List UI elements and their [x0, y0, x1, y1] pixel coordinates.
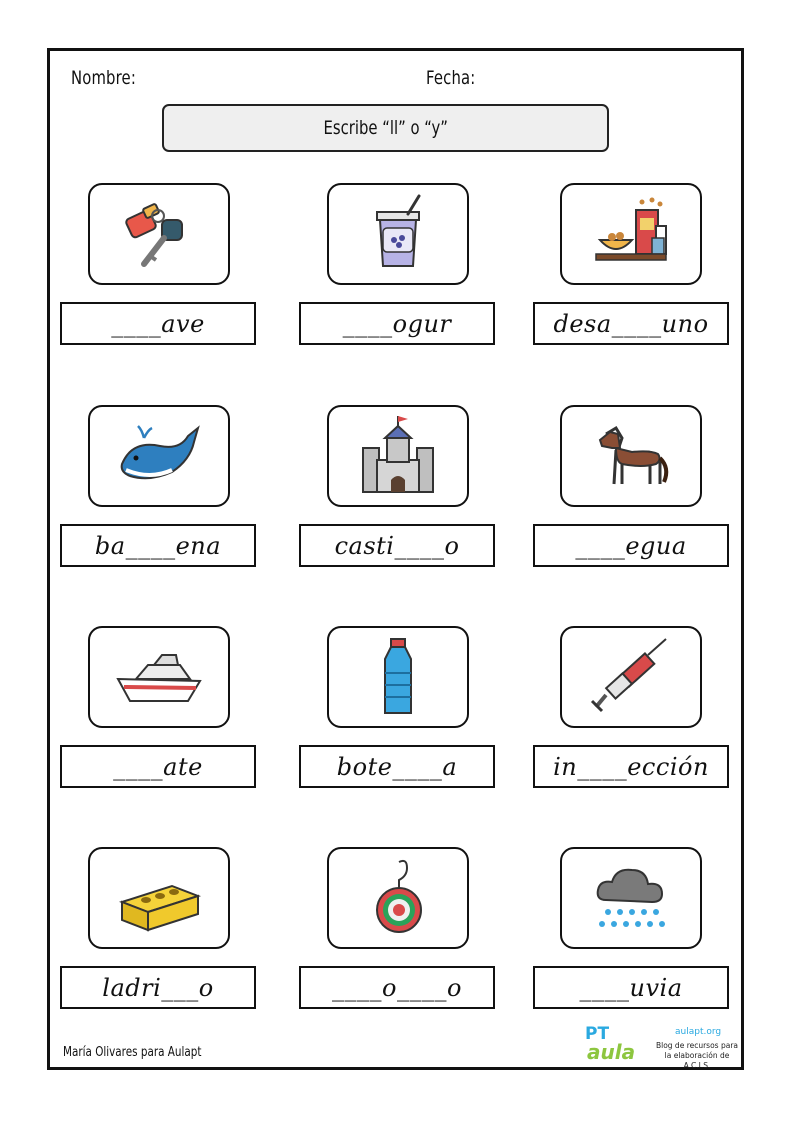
picture-card	[88, 405, 230, 507]
picture-card	[327, 626, 469, 728]
word-text: bote____a	[336, 752, 458, 781]
picture-card	[88, 626, 230, 728]
word-blank-box[interactable]	[533, 302, 729, 345]
word-text: ____ate	[113, 752, 203, 781]
word-text: desa____uno	[553, 309, 709, 338]
word-blank-box[interactable]	[60, 745, 256, 788]
word-text: casti____o	[334, 531, 460, 560]
brick-icon	[114, 856, 204, 940]
word-text: in____ección	[553, 752, 709, 781]
picture-card	[560, 847, 702, 949]
word-blank-box[interactable]	[533, 524, 729, 567]
word-text: ____egua	[575, 531, 687, 560]
word-blank-box[interactable]	[299, 302, 495, 345]
word-blank-box[interactable]	[299, 966, 495, 1009]
instruction-text: Escribe “ll” o “y”	[323, 117, 448, 139]
word-text: ____o____o	[332, 973, 462, 1002]
author-credit: María Olivares para Aulapt	[63, 1045, 202, 1060]
yacht-icon	[114, 635, 204, 719]
picture-card	[327, 847, 469, 949]
rain-cloud-icon	[586, 856, 676, 940]
word-text: ladri___o	[102, 973, 214, 1002]
bottle-icon	[353, 635, 443, 719]
picture-card	[560, 405, 702, 507]
word-text: ____ogur	[342, 309, 452, 338]
picture-card	[88, 847, 230, 949]
word-text: ____uvia	[579, 973, 683, 1002]
word-blank-box[interactable]	[299, 524, 495, 567]
yoyo-icon	[353, 856, 443, 940]
breakfast-icon	[586, 192, 676, 276]
whale-icon	[114, 414, 204, 498]
instruction-box	[162, 104, 609, 152]
word-blank-box[interactable]	[60, 966, 256, 1009]
keys-icon	[114, 192, 204, 276]
picture-card	[560, 626, 702, 728]
word-blank-box[interactable]	[60, 524, 256, 567]
horse-icon	[586, 414, 676, 498]
word-blank-box[interactable]	[533, 966, 729, 1009]
word-blank-box[interactable]	[299, 745, 495, 788]
picture-card	[327, 183, 469, 285]
picture-card	[327, 405, 469, 507]
word-blank-box[interactable]	[533, 745, 729, 788]
logo-aula: aula	[587, 1040, 636, 1064]
picture-card	[560, 183, 702, 285]
picture-card	[88, 183, 230, 285]
word-blank-box[interactable]	[60, 302, 256, 345]
logo-pt: PT	[585, 1024, 610, 1044]
date-label: Fecha:	[426, 67, 476, 89]
word-text: ____ave	[111, 309, 205, 338]
castle-icon	[353, 414, 443, 498]
word-text: ba____ena	[94, 531, 222, 560]
yogurt-icon	[353, 192, 443, 276]
name-label: Nombre:	[71, 67, 136, 89]
logo-site: aulapt.org	[675, 1027, 722, 1037]
syringe-icon	[586, 635, 676, 719]
logo-tagline: Blog de recursos para la elaboración de A.C.I.S.	[655, 1041, 739, 1070]
aulapt-logo[interactable]	[585, 1024, 740, 1068]
